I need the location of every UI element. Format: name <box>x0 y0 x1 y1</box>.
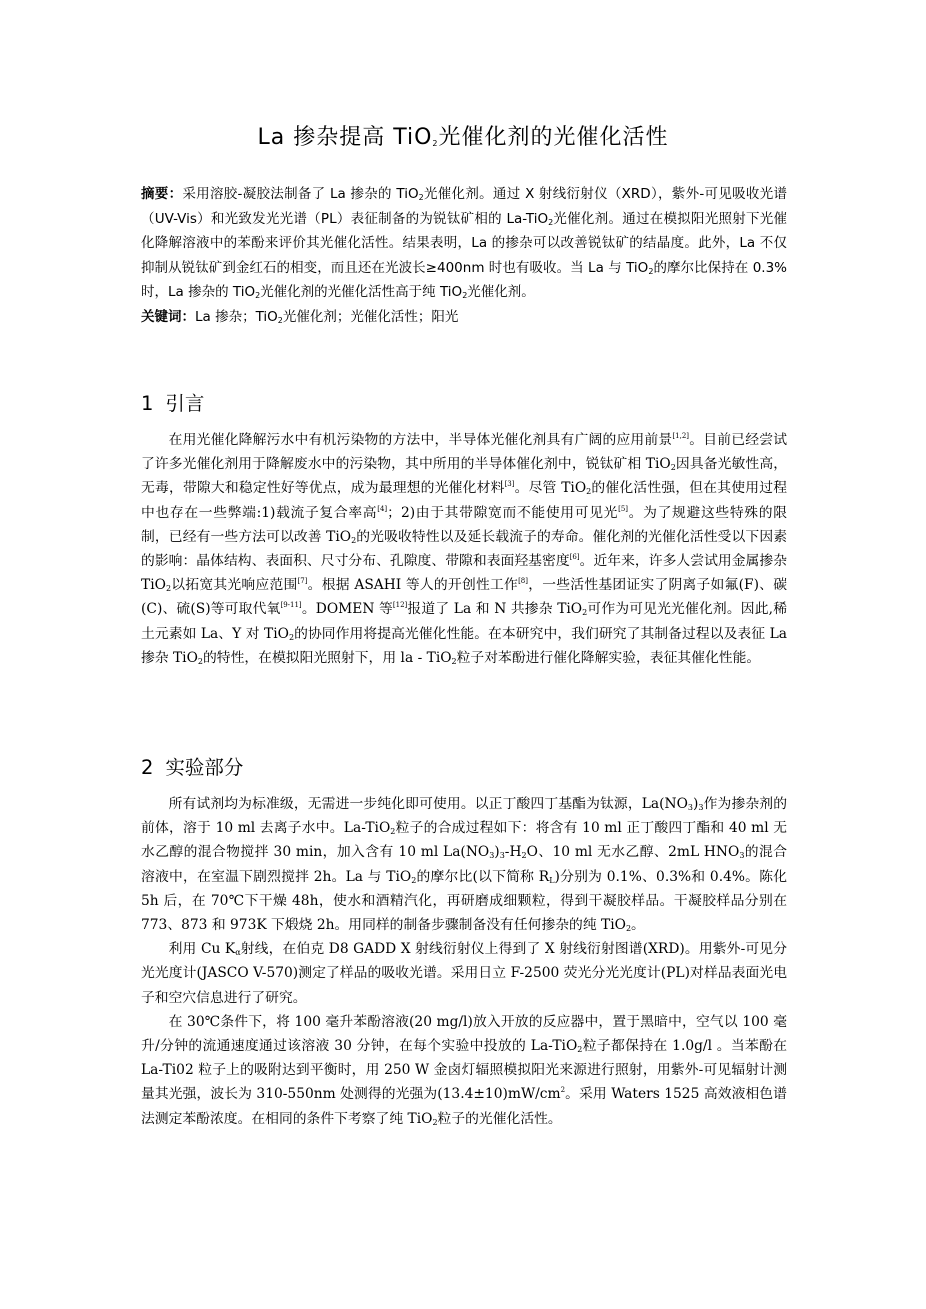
body-text: 的光吸收特性以及延长载流子的寿命。催化剂的光催化活性受以下因素的影响：晶体结构、表面积、尺寸分布、孔隙度、带隙和表面羟基密度 <box>141 528 788 570</box>
section-heading-experimental <box>141 754 243 782</box>
body-text: 。近年来，许多人尝试用金属掺杂 TiO <box>141 553 788 594</box>
subscript: 2 <box>521 851 527 861</box>
section-heading-introduction <box>141 390 204 418</box>
paper-title <box>0 122 926 154</box>
subscript: 2 <box>670 463 676 473</box>
body-text: O、10 ml 无水乙醇、2mL HNO <box>526 844 740 861</box>
body-text: 以拓宽其光响应范围 <box>171 577 298 594</box>
body-text: 可作为可见光光催化剂。因此,稀土元素如 La、Y 对 TiO <box>141 601 788 642</box>
body-text: 所有试剂均为标准级，无需进一步纯化即可使用。以正丁酸四丁基酯为钛源，La(NO <box>168 796 688 812</box>
subscript: 3 <box>698 803 704 812</box>
body-text: 的摩尔比(以下简称 R <box>416 868 550 885</box>
body-text: 。尽管 TiO <box>514 480 587 497</box>
subscript: 2 <box>277 315 283 325</box>
body-text: 粒子对苯酚进行催化降解实验，表征其催化性能。 <box>456 649 761 666</box>
body-text: )分别为 0.1%、0.3%和 0.4%。陈化 5h 后，在 70℃下干燥 48h，使水和酒精汽化，再研磨成细颗粒，得到干凝胶样品。干凝胶样品分别在 773、873 和 973K 下煅烧 2h。用同样的制备步骤制备没有任何掺杂的纯 TiO <box>141 868 788 934</box>
subscript: 3 <box>739 851 745 861</box>
subscript: 2 <box>390 827 396 837</box>
citation: [12] <box>392 601 408 610</box>
section-number: 1 <box>141 392 154 415</box>
section-title: 引言 <box>165 392 205 415</box>
citation: [1,2] <box>672 432 690 440</box>
subscript: 2 <box>255 291 261 300</box>
body-text: 的特性，在模拟阳光照射下，用 la - TiO <box>203 649 452 666</box>
body-text: 因具备光敏性高，无毒，带隙大和稳定性好等优点，成为最理想的光催化材料 <box>141 456 788 497</box>
keywords-line <box>141 305 787 330</box>
body-text: 。为了规避这些特殊的限制，已经有一些方法可以改善 TiO <box>141 504 787 545</box>
abstract-text: 采用溶胶-凝胶法制备了 La 掺杂的 TiO <box>182 186 419 202</box>
body-text: 。目前已经尝试了许多光催化剂用于降解废水中的污染物，其中所用的半导体催化剂中，锐钛矿相 TiO <box>141 432 787 473</box>
body-text: ) <box>494 844 500 861</box>
body-text: ；2)由于其带隙宽而不能使用可见光 <box>387 504 619 521</box>
experimental-paragraph-1 <box>141 792 787 937</box>
citation: [3] <box>504 480 515 489</box>
body-text: 利用 Cu K <box>168 941 236 958</box>
citation: [4] <box>377 504 388 513</box>
subscript: 2 <box>548 217 554 227</box>
subscript: 2 <box>648 266 654 276</box>
keywords-label: 关键词： <box>141 308 195 325</box>
subscript: 2 <box>451 656 457 666</box>
keywords-text: La 掺杂；TiO <box>195 308 278 325</box>
subscript: 2 <box>418 193 424 202</box>
body-text: 粒子的光催化活性。 <box>437 1110 562 1127</box>
body-text: 。 <box>631 917 645 934</box>
body-text: 射线，在伯克 D8 GADD X 射线衍射仪上得到了 X 射线衍射图谱(XRD)。用紫外-可见分光光度计(JASCO V-570)测定了样品的吸收光谱。采用日立 F-2500 荧光分光光度计(PL)对样品表面光电子和空穴信息进行了研究。 <box>141 941 787 1006</box>
body-text: 的催化活性强，但在其使用过程中也存在一些弊端:1)载流子复合率高 <box>141 480 788 521</box>
experimental-paragraph-2 <box>141 937 787 1010</box>
citation: [9-11] <box>280 601 302 610</box>
section-title: 实验部分 <box>165 756 244 779</box>
body-text: 粒子都保持在 1.0g/l 。当苯酚在 La-Ti02 粒子上的吸附达到平衡时，用 250 W 金卤灯辐照模拟阳光来源进行照射，用紫外-可见辐射计测量其光强，波长为 310-550nm 处测得的光强为(13.4±10)mW/cm <box>141 1038 788 1103</box>
citation: [8] <box>518 577 528 586</box>
introduction-body <box>141 428 787 670</box>
subscript: α <box>235 948 241 958</box>
title-text-tail: 光催化剂的光催化活性 <box>438 125 669 150</box>
superscript: 2 <box>560 1086 566 1095</box>
citation: [6] <box>569 553 580 562</box>
body-text: ，一些活性基团证实了阴离子如氟(F)、碳(C)、硫(S)等可取代氧 <box>141 577 788 618</box>
abstract-text: 光催化剂。 <box>467 284 535 300</box>
subscript: 2 <box>586 487 592 497</box>
abstract-text: 的摩尔比保持在 0.3%时，La 掺杂的 TiO <box>141 259 788 300</box>
subscript: 2 <box>625 924 632 934</box>
subscript: L <box>549 875 555 885</box>
body-text: 在 30℃条件下，将 100 毫升苯酚溶液(20 mg/l)放入开放的反应器中，置于黑暗中，空气以 100 毫升/分钟的流通速度通过该溶液 30 分钟，在每个实验中投放的 La-TiO <box>141 1013 787 1055</box>
title-text: La 掺杂提高 TiO <box>257 125 433 150</box>
experimental-body <box>141 792 787 1131</box>
subscript: 2 <box>462 291 468 300</box>
abstract-paragraph <box>141 182 787 305</box>
citation: [5] <box>618 504 629 513</box>
body-text: 。采用 Waters 1525 高效液相色谱法测定苯酚浓度。在相同的条件下考察了纯 TiO <box>141 1086 787 1127</box>
citation: [7] <box>297 577 308 586</box>
abstract-text: 光催化剂。通过 X 射线衍射仪（XRD），紫外-可见吸收光谱（UV-Vis）和光致发光光谱（PL）表征制备的为锐钛矿相的 La-TiO <box>141 186 788 227</box>
subscript: 2 <box>577 1045 583 1055</box>
subscript: 2 <box>411 875 417 885</box>
abstract-text: 光催化剂的光催化活性高于纯 TiO <box>260 284 463 300</box>
section-number: 2 <box>141 756 154 779</box>
subscript: 2 <box>197 656 203 666</box>
subscript: 3 <box>499 851 505 861</box>
abstract-text: 光催化剂。通过在模拟阳光照射下光催化降解溶液中的苯酚来评价其光催化活性。结果表明，La 的掺杂可以改善锐钛矿的结晶度。此外，La 不仅抑制从锐钛矿到金红石的相变，而且还在光波长≥400nm 时也有吸收。当 La 与 TiO <box>141 210 787 276</box>
body-text: 粒子的合成过程如下：将含有 10 ml 正丁酸四丁酯和 40 ml 无水乙醇的混合物搅拌 30 min，加入含有 10 ml La(NO <box>141 820 787 861</box>
body-text: 作为掺杂剂的前体，溶于 10 ml 去离子水中。La-TiO <box>141 796 788 837</box>
abstract-block <box>141 182 787 329</box>
body-text: 。DOMEN 等 <box>301 601 393 618</box>
subscript: 2 <box>165 584 172 594</box>
body-text: 的协同作用将提高光催化性能。在本研究中，我们研究了其制备过程以及表征 La 掺杂 TiO <box>141 625 787 666</box>
title-subscript: 2 <box>432 139 439 148</box>
body-text: 报道了 La 和 N 共掺杂 TiO <box>407 601 583 618</box>
abstract-label: 摘要： <box>141 186 183 202</box>
subscript: 3 <box>489 851 495 861</box>
body-text: 的混合溶液中，在室温下剧烈搅拌 2h。La 与 TiO <box>141 844 787 885</box>
body-text: 。根据 ASAHI 等人的开创性工作 <box>307 577 519 594</box>
introduction-paragraph <box>141 428 787 670</box>
subscript: 2 <box>351 535 357 545</box>
subscript: 2 <box>288 632 295 642</box>
body-text: 在用光催化降解污水中有机污染物的方法中，半导体光催化剂具有广阔的应用前景 <box>168 432 673 448</box>
subscript: 2 <box>582 608 588 618</box>
experimental-paragraph-3 <box>141 1010 787 1131</box>
body-text: -H <box>504 844 522 861</box>
keywords-text: 光催化剂；光催化活性；阳光 <box>282 308 459 325</box>
body-text: ) <box>693 796 699 812</box>
subscript: 3 <box>687 803 694 812</box>
subscript: 2 <box>432 1117 438 1127</box>
